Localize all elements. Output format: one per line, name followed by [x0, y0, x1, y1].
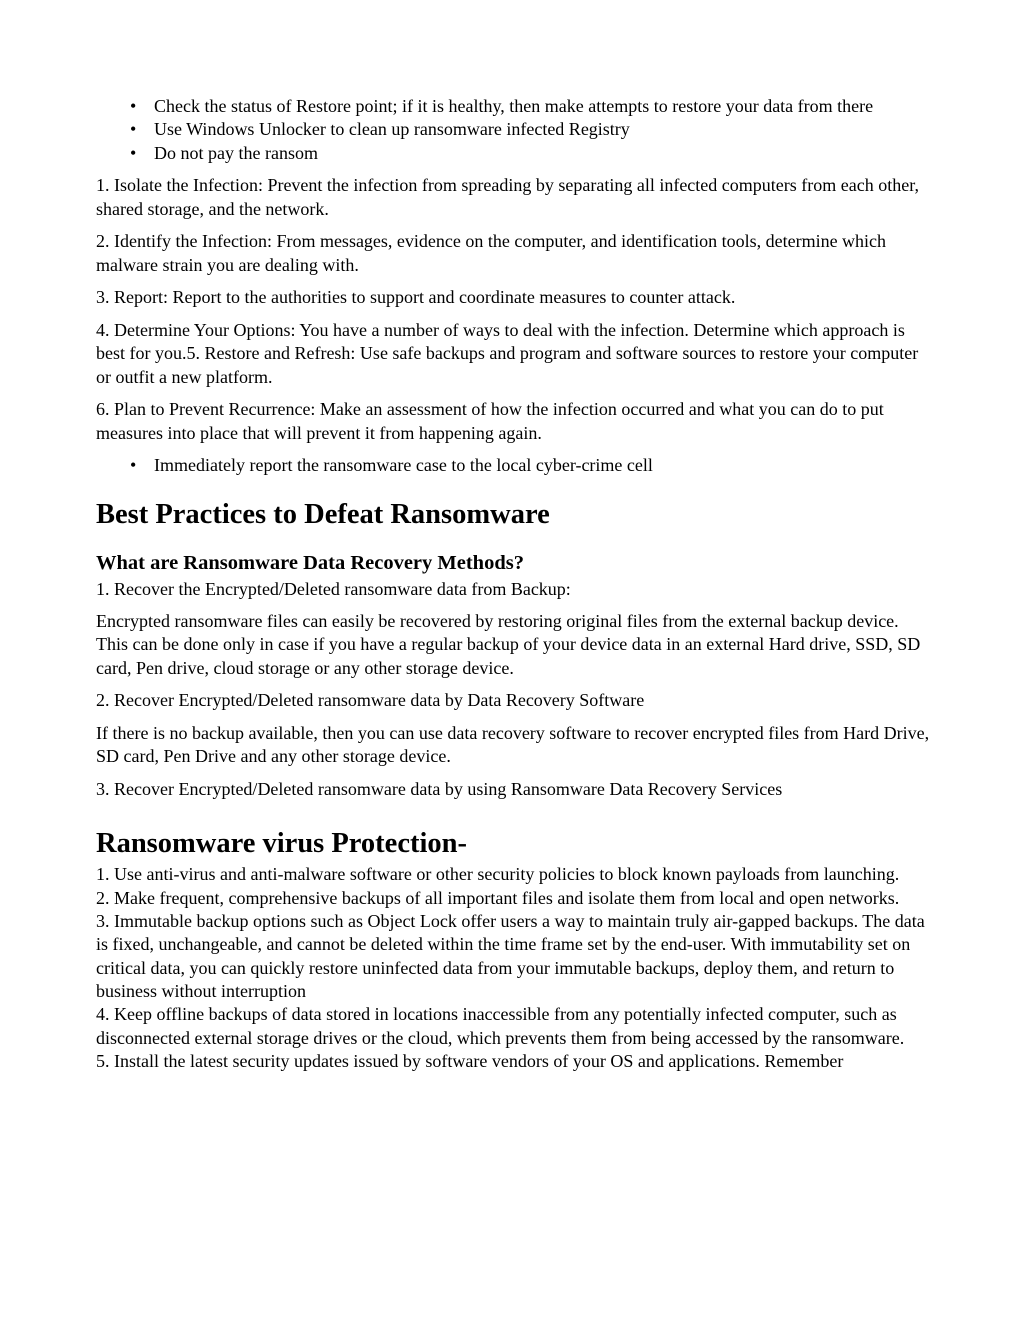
protection-item: 4. Keep offline backups of data stored in locations inaccessible from any potentially infected computer, such as disconnected external storage drives or the cloud, which prevents them from being accessed by the ransomware.	[96, 1004, 905, 1048]
recovery-paragraph: If there is no backup available, then you can use data recovery software to recover encrypted files from Hard Drive, SD card, Pen Drive and any other storage device.	[96, 723, 930, 767]
heading-best-practices: Best Practices to Defeat Ransomware	[96, 498, 550, 530]
step-paragraph: 1. Isolate the Infection: Prevent the infection from spreading by separating all infected computers from each other, shared storage, and the network.	[96, 175, 919, 219]
protection-item: 1. Use anti-virus and anti-malware software or other security policies to block known payloads from launching.	[96, 864, 900, 885]
protection-item: 2. Make frequent, comprehensive backups of all important files and isolate them from local and open networks.	[96, 887, 900, 908]
bullet-list-top	[96, 95, 932, 165]
step-paragraph: 3. Report: Report to the authorities to support and coordinate measures to counter attack.	[96, 287, 736, 308]
document-page	[96, 95, 932, 1073]
bullet-item: • Use Windows Unlocker to clean up ransomware infected Registry	[154, 118, 932, 141]
protection-item: 5. Install the latest security updates issued by software vendors of your OS and applications. Remember	[96, 1050, 844, 1071]
bullet-item: • Immediately report the ransomware case to the local cyber-crime cell	[154, 454, 932, 477]
protection-item: 3. Immutable backup options such as Object Lock offer users a way to maintain truly air-gapped backups. The data is fixed, unchangeable, and cannot be deleted within the time frame set by the end-user. With immutability set on critical data, you can quickly restore uninfected data from your immutable backups, deploy them, and return to business without interruption	[96, 911, 925, 1001]
step-paragraph: 2. Identify the Infection: From messages, evidence on the computer, and identification tools, determine which malware strain you are dealing with.	[96, 231, 887, 275]
bullet-item: • Check the status of Restore point; if it is healthy, then make attempts to restore your data from there	[154, 95, 932, 118]
subheading-recovery-methods: What are Ransomware Data Recovery Methods?	[96, 551, 524, 574]
recovery-paragraph: 3. Recover Encrypted/Deleted ransomware data by using Ransomware Data Recovery Services	[96, 779, 783, 800]
recovery-paragraph: 2. Recover Encrypted/Deleted ransomware data by Data Recovery Software	[96, 690, 645, 711]
heading-protection: Ransomware virus Protection-	[96, 828, 467, 860]
bullet-item: • Do not pay the ransom	[154, 142, 932, 165]
step-paragraph: 6. Plan to Prevent Recurrence: Make an assessment of how the infection occurred and what you can do to put measures into place that will prevent it from happening again.	[96, 399, 884, 443]
bullet-list-report	[96, 454, 932, 477]
recovery-paragraph: 1. Recover the Encrypted/Deleted ransomware data from Backup:	[96, 578, 571, 599]
recovery-paragraph: Encrypted ransomware files can easily be recovered by restoring original files from the external backup device. This can be done only in case if you have a regular backup of your device data in an external Hard drive, SSD, SD card, Pen drive, cloud storage or any other storage device.	[96, 611, 921, 678]
step-paragraph: 4. Determine Your Options: You have a number of ways to deal with the infection. Determine which approach is best for you.5. Restore and Refresh: Use safe backups and program and software sources to restore your computer or outfit a new platform.	[96, 319, 919, 387]
